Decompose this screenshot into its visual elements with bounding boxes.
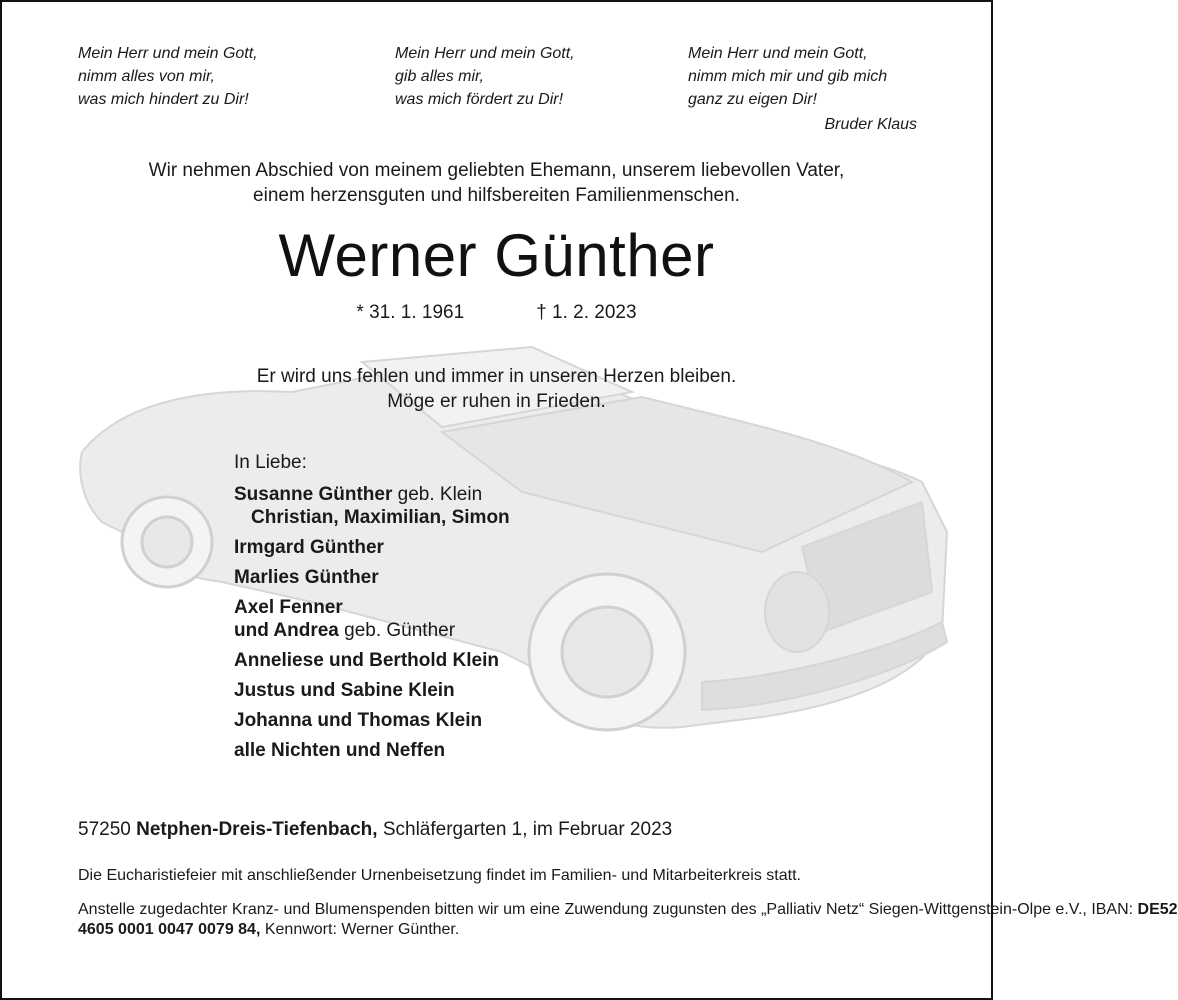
family-label: In Liebe: — [234, 452, 307, 473]
family-member — [234, 679, 510, 702]
family-name: Susanne Günther — [234, 484, 393, 505]
birth-date: * 31. 1. 1961 — [356, 302, 465, 323]
family-member — [234, 649, 510, 672]
address-zip: 57250 — [78, 819, 137, 840]
family-member — [234, 536, 510, 559]
family-member — [234, 566, 510, 589]
life-dates — [2, 302, 991, 324]
donation-text: Anstelle zugedachter Kranz- und Blumenspenden bitten wir um eine Zuwendung zugunsten des „Palliativ Netz“ Siegen-Wittgenstein-Olpe e.V., IBAN: — [78, 901, 1138, 918]
poem-stanza-2 — [395, 42, 575, 111]
donation-iban: DE52 4605 0001 0047 0079 84, — [78, 901, 1178, 938]
family-name: Marlies Günther — [234, 567, 379, 588]
family-name: Anneliese und Berthold Klein — [234, 650, 499, 671]
poem-line: Mein Herr und mein Gott, — [395, 45, 575, 62]
farewell-line: Er wird uns fehlen und immer in unseren Herzen bleiben. — [256, 366, 737, 387]
death-date: † 1. 2. 2023 — [536, 302, 637, 323]
poem-line: was mich hindert zu Dir! — [78, 91, 249, 108]
intro-text — [2, 158, 991, 208]
poem-stanza-3 — [688, 42, 887, 111]
family-children: Christian, Maximilian, Simon — [251, 507, 510, 528]
family-name: Johanna und Thomas Klein — [234, 710, 483, 731]
poem-line: nimm mich mir und gib mich — [688, 68, 888, 85]
family-member — [234, 709, 510, 732]
poem-line: was mich fördert zu Dir! — [395, 91, 564, 108]
address-line — [78, 819, 672, 841]
family-suffix: geb. Günther — [338, 620, 456, 641]
deceased-name: Werner Günther — [278, 222, 715, 289]
poem-line: nimm alles von mir, — [78, 68, 215, 85]
donation-end: Kennwort: Werner Günther. — [260, 921, 460, 938]
intro-line: einem herzensguten und hilfsbereiten Familienmenschen. — [253, 185, 740, 206]
farewell-text — [2, 364, 991, 414]
address-town: Netphen-Dreis-Tiefenbach, — [136, 819, 378, 840]
farewell-line: Möge er ruhen in Frieden. — [387, 391, 606, 412]
poem-line: Mein Herr und mein Gott, — [78, 45, 258, 62]
poem-line: ganz zu eigen Dir! — [688, 91, 817, 108]
family-member — [234, 739, 510, 762]
poem-author: Bruder Klaus — [824, 116, 917, 133]
address-rest: Schläfergarten 1, im Februar 2023 — [377, 819, 673, 840]
family-name: und Andrea — [234, 620, 339, 641]
family-name: Irmgard Günther — [234, 537, 384, 558]
family-suffix: geb. Klein — [392, 484, 483, 505]
funeral-notice: Die Eucharistiefeier mit anschließender Urnenbeisetzung findet im Familien- und Mitarbeiterkreis statt. — [78, 867, 801, 884]
poem-line: Mein Herr und mein Gott, — [688, 45, 868, 62]
family-member — [234, 483, 510, 529]
family-member — [234, 596, 510, 642]
donation-request — [78, 900, 1178, 940]
family-name: Axel Fenner — [234, 597, 343, 618]
intro-line: Wir nehmen Abschied von meinem geliebten Ehemann, unserem liebevollen Vater, — [148, 160, 845, 181]
poem-stanza-1 — [78, 42, 258, 111]
poem-line: gib alles mir, — [395, 68, 484, 85]
family-list — [234, 452, 510, 769]
family-name: alle Nichten und Neffen — [234, 740, 446, 761]
family-name: Justus und Sabine Klein — [234, 680, 455, 701]
